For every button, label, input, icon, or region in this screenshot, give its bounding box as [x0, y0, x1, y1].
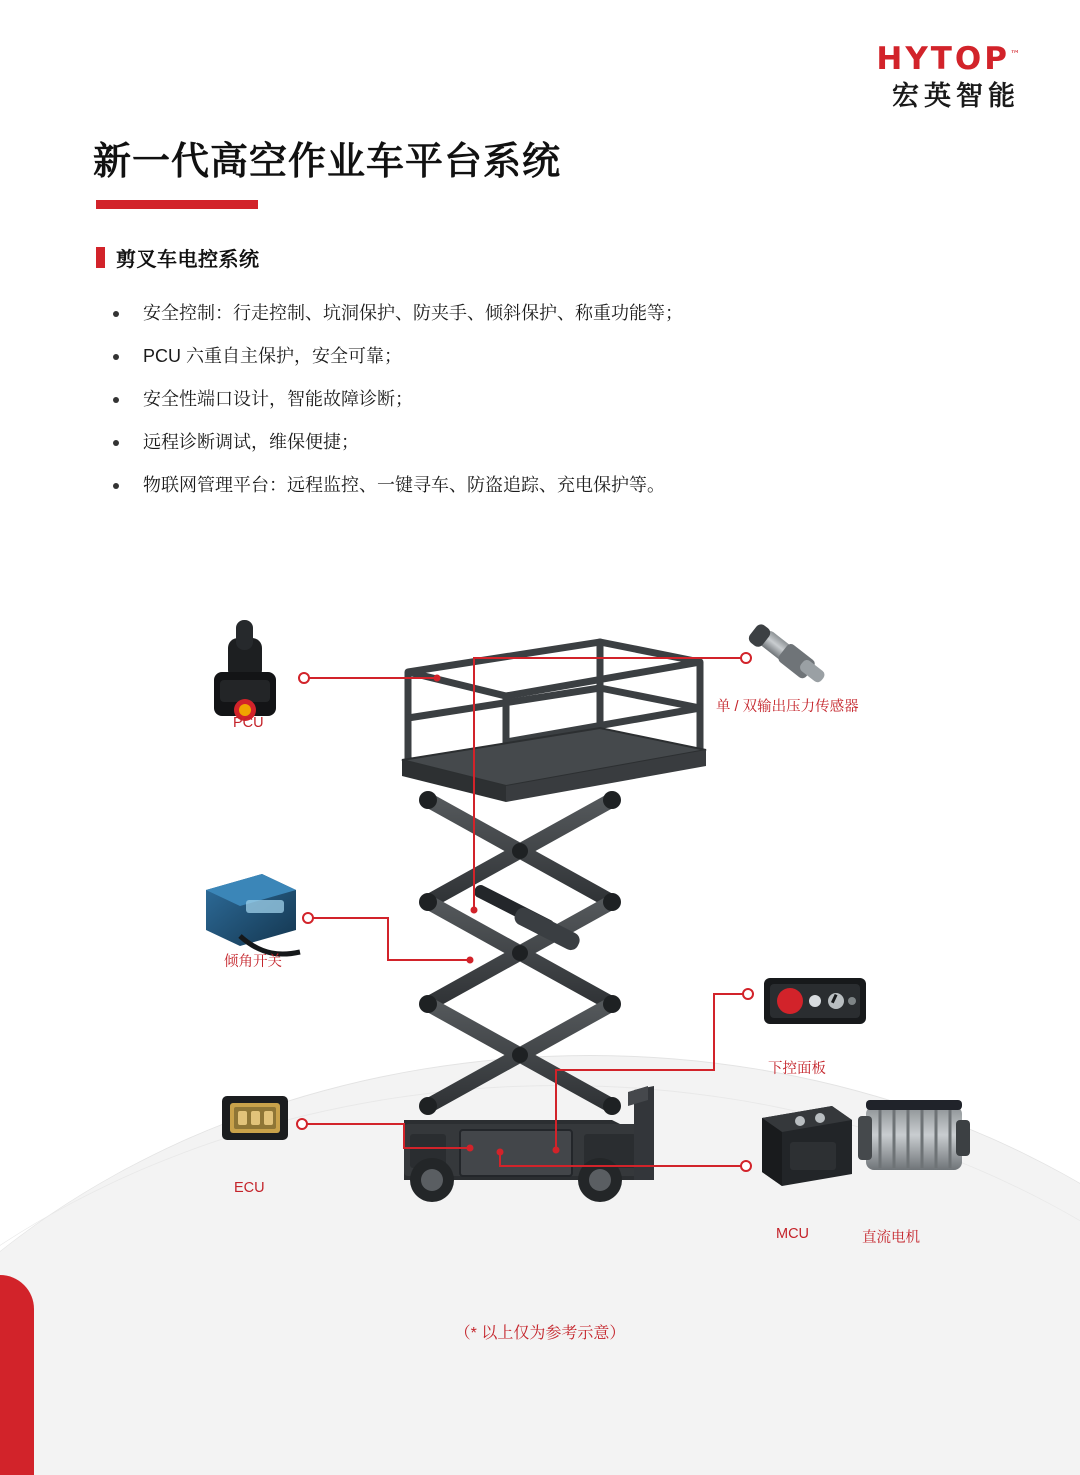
- list-item-label: PCU 六重自主保护，安全可靠；: [143, 346, 403, 366]
- logo-wordmark-text: HYTOP: [876, 41, 1010, 77]
- bullet-dot-icon: [113, 483, 119, 489]
- list-item-label: 物联网管理平台：远程监控、一键寻车、防盗追踪、充电保护等。: [143, 475, 665, 495]
- callout-label-lower-control-panel: 下控面板: [768, 1061, 826, 1077]
- list-item-label: 远程诊断调试，维保便捷；: [143, 432, 359, 452]
- list-item-label: 安全控制：行走控制、坑洞保护、防夹手、倾斜保护、称重功能等；: [143, 303, 683, 323]
- callout-label-mcu: MCU: [776, 1226, 810, 1242]
- component-pcu-image: [214, 620, 276, 721]
- component-tilt-switch-image: [206, 874, 300, 954]
- bullet-dot-icon: [113, 397, 119, 403]
- diagram-footnote: （* 以上仅为参考示意）: [454, 1325, 626, 1342]
- list-item: [113, 472, 943, 499]
- callout-label-pcu: PCU: [233, 715, 264, 731]
- page-title: 新一代高空作业车平台系统: [93, 141, 562, 183]
- callout-label-dc-motor: 直流电机: [862, 1230, 920, 1246]
- list-item: [113, 429, 943, 456]
- list-item-label: 安全性端口设计，智能故障诊断；: [143, 389, 413, 409]
- component-lower-control-panel-image: [764, 978, 866, 1024]
- scissor-lift-illustration: [402, 642, 706, 1202]
- logo-chinese-name: 宏英智能: [892, 81, 1020, 111]
- callout-label-ecu: ECU: [234, 1180, 265, 1196]
- subheading-label: 剪叉车电控系统: [116, 249, 260, 271]
- list-item: [113, 343, 943, 370]
- feature-list: [113, 300, 943, 515]
- callout-label-tilt-switch: 倾角开关: [224, 954, 282, 970]
- component-ecu-image: [222, 1096, 288, 1140]
- brand-logo: [780, 41, 1020, 111]
- callout-label-pressure-sensor: 单 / 双输出压力传感器: [716, 699, 859, 715]
- list-item: [113, 300, 943, 327]
- component-pressure-sensor-image: [746, 622, 826, 684]
- title-underline: [96, 200, 258, 209]
- bullet-dot-icon: [113, 311, 119, 317]
- corner-accent: [0, 1275, 34, 1475]
- component-mcu-image: [762, 1106, 852, 1186]
- diagram-illustration: [0, 600, 1080, 1300]
- list-item: [113, 386, 943, 413]
- logo-trademark-icon: ™: [1010, 49, 1020, 61]
- subheading-marker-icon: [96, 247, 105, 268]
- logo-wordmark: [876, 41, 1020, 77]
- component-dc-motor-image: [858, 1100, 970, 1170]
- bullet-dot-icon: [113, 354, 119, 360]
- product-diagram: [0, 600, 1080, 1300]
- section-subheading: [96, 243, 260, 272]
- bullet-dot-icon: [113, 440, 119, 446]
